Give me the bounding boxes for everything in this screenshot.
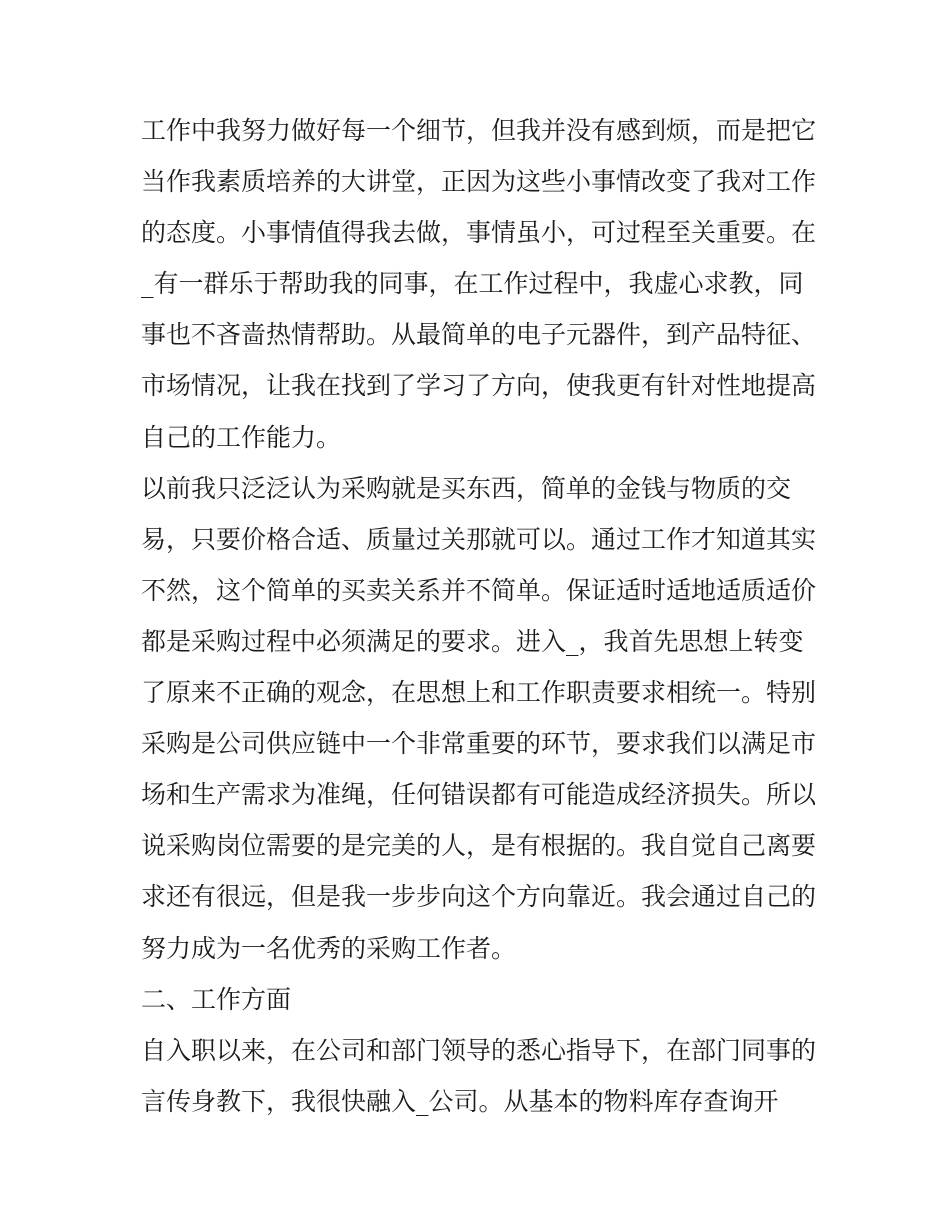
text-line: _有一群乐于帮助我的同事，在工作过程中，我虚心求教，同 <box>141 269 804 299</box>
text-line: 说采购岗位需要的是完美的人，是有根据的。我自觉自己离要 <box>141 831 817 861</box>
text-line: 采购是公司供应链中一个非常重要的环节，要求我们以满足市 <box>141 729 817 759</box>
text-line: 市场情况，让我在找到了学习了方向，使我更有针对性地提高 <box>141 371 817 401</box>
text-line: 以前我只泛泛认为采购就是买东西，简单的金钱与物质的交 <box>141 473 792 503</box>
text-line: 的态度。小事情值得我去做，事情虽小，可过程至关重要。在 <box>141 218 817 248</box>
text-line: 都是采购过程中必须满足的要求。进入_，我首先思想上转变 <box>141 626 804 656</box>
text-line: 求还有很远，但是我一步步向这个方向靠近。我会通过自己的 <box>141 882 817 912</box>
text-line: 工作中我努力做好每一个细节，但我并没有感到烦，而是把它 <box>141 116 817 145</box>
text-line: 言传身教下，我很快融入_公司。从基本的物料库存查询开 <box>141 1086 779 1116</box>
text-line: 努力成为一名优秀的采购工作者。 <box>141 933 517 963</box>
text-line: 自己的工作能力。 <box>141 422 342 452</box>
text-line: 了原来不正确的观念，在思想上和工作职责要求相统一。特别 <box>141 678 817 708</box>
body-text <box>141 105 821 1127</box>
text-line: 事也不吝啬热情帮助。从最简单的电子元器件，到产品特征、 <box>141 320 817 350</box>
text-line: 易，只要价格合适、质量过关那就可以。通过工作才知道其实 <box>141 524 817 554</box>
text-line: 自入职以来，在公司和部门领导的悉心指导下，在部门同事的 <box>141 1035 817 1065</box>
text-line: 当作我素质培养的大讲堂，正因为这些小事情改变了我对工作 <box>141 167 817 197</box>
text-line: 不然，这个简单的买卖关系并不简单。保证适时适地适质适价 <box>141 575 817 605</box>
text-line: 场和生产需求为准绳，任何错误都有可能造成经济损失。所以 <box>141 780 817 810</box>
section-heading: 二、工作方面 <box>141 984 292 1014</box>
